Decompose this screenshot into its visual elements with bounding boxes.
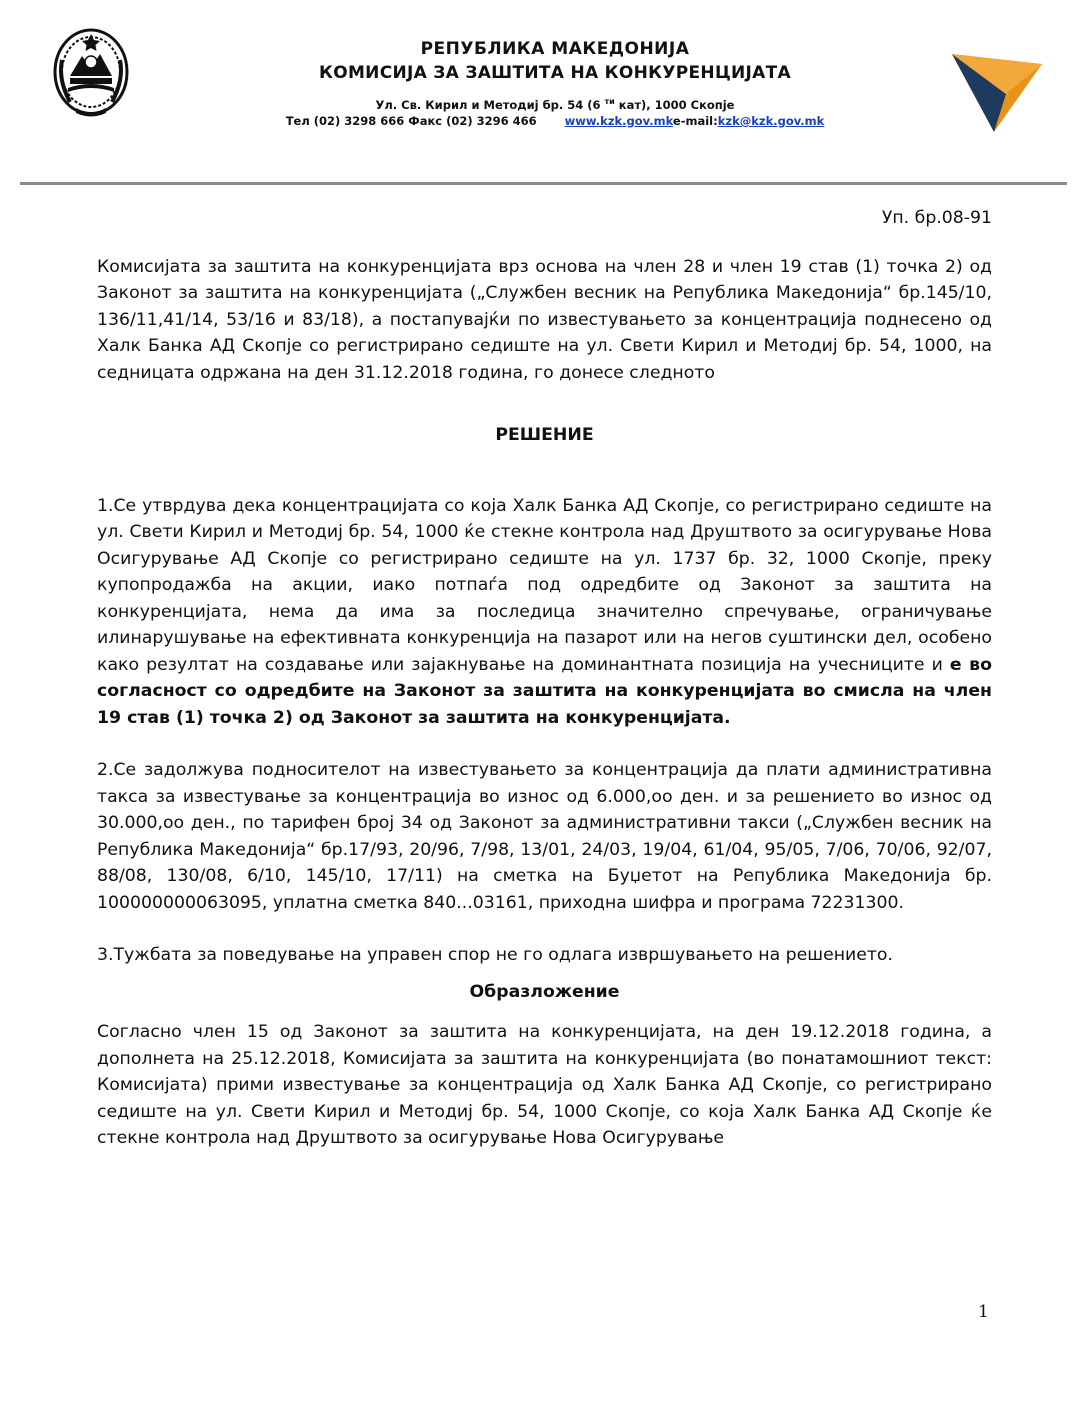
commission-logo-icon	[946, 46, 1046, 136]
letterhead-country: РЕПУБЛИКА МАКЕДОНИЈА	[420, 39, 690, 59]
document-body	[97, 205, 992, 1152]
item-1-text: 1.Се утврдува дека концентрацијата со која Халк Банка АД Скопје, со регистрирано седиште на ул. Свети Кирил и Методиј бр. 54, 1000 ќе стекне контрола над Друштвото за осигурување Нова Осигурување АД Скопје со регистрирано седиште на ул. 1737 бр. 32, 1000 Скопје, преку купопродажба на акции, иако потпаѓа под одредбите од Законот за заштита на конкуренцијата, нема да има за последица значително спречување, ограничување илинарушување на ефективната конкуренција на пазарот или на негов суштински дел, особено како резултат на создавање или зајакнување на доминантната позиција на учесниците и	[97, 495, 992, 675]
letterhead-commission: КОМИСИЈА ЗА ЗАШТИТА НА КОНКУРЕНЦИЈАТА	[319, 63, 791, 83]
email-link[interactable]: kzk@kzk.gov.mk	[717, 113, 825, 128]
address-superscript: ти	[604, 97, 615, 106]
reference-number: Уп. бр.08-91	[881, 208, 992, 228]
letterhead-contact	[250, 113, 860, 129]
item-1-bold-text: е во согласност со одредбите на Законот за заштита на конкуренцијата во смисла на член 19 став (1) точка 2) од Законот за заштита на конкуренцијата.	[97, 654, 992, 728]
phone-fax: Тел (02) 3298 666 Факс (02) 3296 466	[285, 113, 537, 128]
coat-of-arms-icon	[48, 20, 134, 120]
reasoning-title: Образложение	[469, 981, 620, 1002]
decision-item-1	[97, 493, 992, 732]
reasoning-paragraph: Согласно член 15 од Законот за заштита на конкуренцијата, на ден 19.12.2018 година, а дополнета на 25.12.2018, Комисијата за заштита на конкуренцијата (во понатамошниот текст: Комисијата) прими известување за концентрација од Халк Банка АД Скопје, со регистрирано седиште на ул. Свети Кирил и Методиј бр. 54, 1000 Скопје, со која Халк Банка АД Скопје ќе стекне контрола над Друштвото за осигурување Нова Осигурување	[97, 1022, 992, 1148]
decision-item-3: 3.Тужбата за поведување на управен спор не го одлага извршувањето на решението.	[97, 945, 894, 965]
website-link[interactable]: www.kzk.gov.mk	[564, 113, 673, 128]
address-part: Ул. Св. Кирил и Методиј бр. 54 (6	[375, 97, 605, 112]
decision-title: РЕШЕНИЕ	[495, 425, 594, 445]
page-number: 1	[978, 1302, 989, 1322]
letterhead-text	[250, 38, 860, 129]
header-divider	[20, 182, 1067, 185]
address-part: кат), 1000 Скопје	[614, 97, 735, 112]
decision-item-2: 2.Се задолжува подносителот на известувањето за концентрација да плати административна такса за известување за концентрација во износ од 6.000,оо ден. и за решението во износ од 30.000,оо ден., по тарифен број 34 од Законот за административни такси („Службен весник на Република Македонија“ бр.17/93, 20/96, 7/98, 13/01, 24/03, 19/04, 61/04, 95/05, 7/06, 70/06, 92/07, 88/08, 130/08, 6/10, 145/10, 17/11) на сметка на Буџетот на Република Македонија бр. 100000000063095, уплатна сметка 840...03161, приходна шифра и програма 72231300.	[97, 760, 992, 913]
email-label: e-mail:	[672, 113, 718, 128]
letterhead	[0, 0, 1088, 190]
letterhead-address	[250, 94, 860, 113]
intro-paragraph: Комисијата за заштита на конкуренцијата врз основа на член 28 и член 19 став (1) точка 2) од Законот за заштита на конкуренцијата („Службен весник на Република Македонија“ бр.145/10, 136/11,41/14, 53/16 и 83/18), а постапувајќи по известувањето за концентрација поднесено од Халк Банка АД Скопје со регистрирано седиште на ул. Свети Кирил и Методиј бр. 54, 1000, на седницата одржана на ден 31.12.2018 година, го донесе следното	[97, 256, 992, 383]
